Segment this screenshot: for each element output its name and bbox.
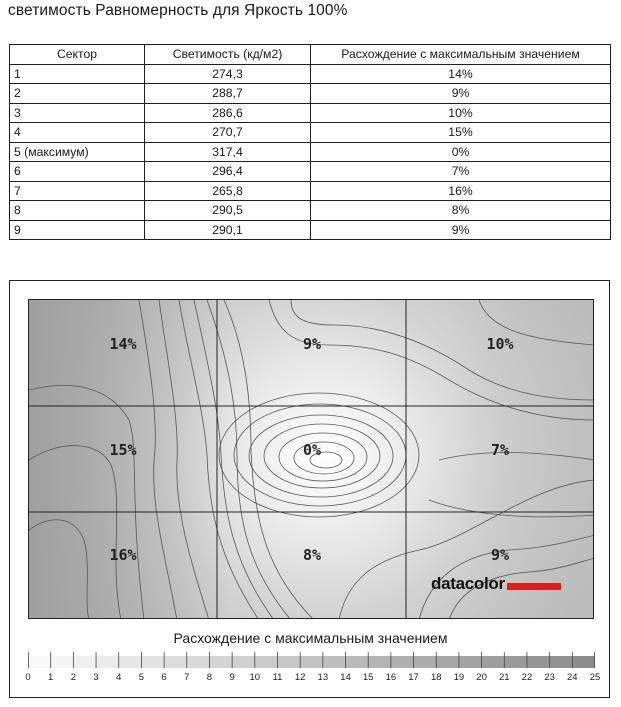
sector-cell: 5 (максимум) [10, 142, 145, 162]
legend-scale-cell [232, 656, 255, 668]
deviation-cell: 14% [311, 64, 611, 84]
legend-scale-cell [482, 656, 505, 668]
table-row [10, 84, 611, 104]
sector-cell: 4 [10, 123, 145, 143]
table-row [10, 142, 611, 162]
table-row [10, 123, 611, 143]
legend-scale-cell [51, 656, 74, 668]
legend-scale-cell [323, 656, 346, 668]
page-title: светимость Равномерность для Яркость 100% [8, 2, 348, 19]
legend-scale-cell [391, 656, 414, 668]
column-header-luminance: Светимость (кд/м2) [145, 45, 311, 65]
uniformity-figure [9, 280, 610, 698]
legend-tick-label: 6 [161, 672, 167, 683]
legend-tick-label: 5 [138, 672, 145, 683]
table-row [10, 201, 611, 221]
legend-tick-label: 12 [294, 672, 306, 683]
table-row [10, 103, 611, 123]
legend-scale-cells [28, 652, 595, 668]
deviation-cell: 15% [311, 123, 611, 143]
legend-tick-label: 0 [25, 672, 31, 683]
sector-cell: 8 [10, 201, 145, 221]
legend-tick-label: 1 [48, 672, 54, 683]
legend-scale-cell [300, 656, 323, 668]
legend-tick-label: 16 [385, 672, 397, 683]
legend-tick-label: 4 [116, 672, 122, 683]
legend-scale-cell [436, 656, 459, 668]
legend-scale-cell [368, 656, 391, 668]
luminance-cell: 270,7 [145, 123, 311, 143]
legend-tick-label: 21 [498, 672, 510, 683]
table-row [10, 181, 611, 201]
sector-7-percentage: 16% [109, 546, 137, 564]
legend-scale [28, 652, 595, 670]
legend-scale-cell [73, 656, 96, 668]
legend-scale-cell [255, 656, 278, 668]
legend-scale-cell [504, 656, 527, 668]
sector-9-percentage: 9% [490, 546, 510, 564]
legend-tick-label: 22 [521, 672, 533, 683]
sector-cell: 7 [10, 181, 145, 201]
sector-3-percentage: 10% [486, 335, 514, 353]
sector-2-percentage: 9% [302, 335, 322, 353]
deviation-cell: 8% [311, 201, 611, 221]
legend-scale-cell [28, 656, 51, 668]
legend-tick-label: 9 [229, 672, 235, 683]
legend-scale-cell [164, 656, 187, 668]
legend-scale-cell [414, 656, 437, 668]
legend-tick-label: 19 [453, 672, 465, 683]
legend-scale-cell [141, 656, 164, 668]
legend-tick-label: 11 [272, 672, 283, 683]
sector-8-percentage: 8% [302, 546, 322, 564]
legend-tick-label: 8 [206, 672, 213, 683]
sector-6-percentage: 7% [490, 441, 510, 459]
deviation-cell: 9% [311, 220, 611, 240]
sector-cell: 2 [10, 84, 145, 104]
legend-tick-label: 17 [408, 672, 419, 683]
deviation-cell: 9% [311, 84, 611, 104]
luminance-cell: 286,6 [145, 103, 311, 123]
legend-scale-cell [119, 656, 142, 668]
column-header-sector: Сектор [10, 45, 145, 65]
legend-tick-label: 25 [589, 672, 601, 683]
uniformity-table [9, 44, 611, 240]
luminance-cell: 274,3 [145, 64, 311, 84]
luminance-cell: 265,8 [145, 181, 311, 201]
datacolor-logo [431, 574, 561, 594]
legend-scale-cell [346, 656, 369, 668]
luminance-cell: 288,7 [145, 84, 311, 104]
sector-5-percentage: 0% [302, 441, 322, 459]
sector-cell: 9 [10, 220, 145, 240]
column-header-deviation: Расхождение с максимальным значением [311, 45, 611, 65]
legend-title: Расхождение с максимальным значением [173, 630, 448, 646]
legend-tick-label: 10 [249, 672, 261, 683]
deviation-cell: 16% [311, 181, 611, 201]
legend-tick-label: 23 [544, 672, 555, 683]
legend-tick-label: 15 [362, 672, 374, 683]
legend-tick-label: 13 [317, 672, 329, 683]
table-header-row [10, 45, 611, 65]
legend-scale-cell [96, 656, 119, 668]
legend-tick-label: 20 [476, 672, 487, 683]
sector-cell: 6 [10, 162, 145, 182]
table-row [10, 162, 611, 182]
legend-scale-cell [187, 656, 210, 668]
sector-cell: 3 [10, 103, 145, 123]
datacolor-logo-bar [507, 583, 561, 590]
luminance-cell: 290,5 [145, 201, 311, 221]
legend-scale-cell [459, 656, 482, 668]
legend-tick-label: 24 [567, 672, 578, 683]
table-row [10, 64, 611, 84]
right-shading [449, 300, 594, 619]
legend-scale-cell [572, 656, 595, 668]
deviation-cell: 0% [311, 142, 611, 162]
luminance-cell: 290,1 [145, 220, 311, 240]
deviation-cell: 7% [311, 162, 611, 182]
datacolor-logo-text: datacolor [431, 574, 505, 593]
luminance-cell: 296,4 [145, 162, 311, 182]
sector-cell: 1 [10, 64, 145, 84]
legend-scale-cell [209, 656, 232, 668]
legend-scale-cell [550, 656, 573, 668]
legend-tick-label: 2 [70, 672, 77, 683]
legend-tick-label: 18 [430, 672, 442, 683]
legend-scale-cell [527, 656, 550, 668]
table-row [10, 220, 611, 240]
sector-4-percentage: 15% [109, 441, 137, 459]
legend-tick-label: 14 [340, 672, 351, 683]
luminance-cell: 317,4 [145, 142, 311, 162]
sector-1-percentage: 14% [109, 335, 137, 353]
deviation-cell: 10% [311, 103, 611, 123]
uniformity-heatmap [28, 299, 594, 619]
legend-scale-cell [277, 656, 300, 668]
legend-tick-label: 7 [184, 672, 190, 683]
legend-tick-label: 3 [93, 672, 99, 683]
